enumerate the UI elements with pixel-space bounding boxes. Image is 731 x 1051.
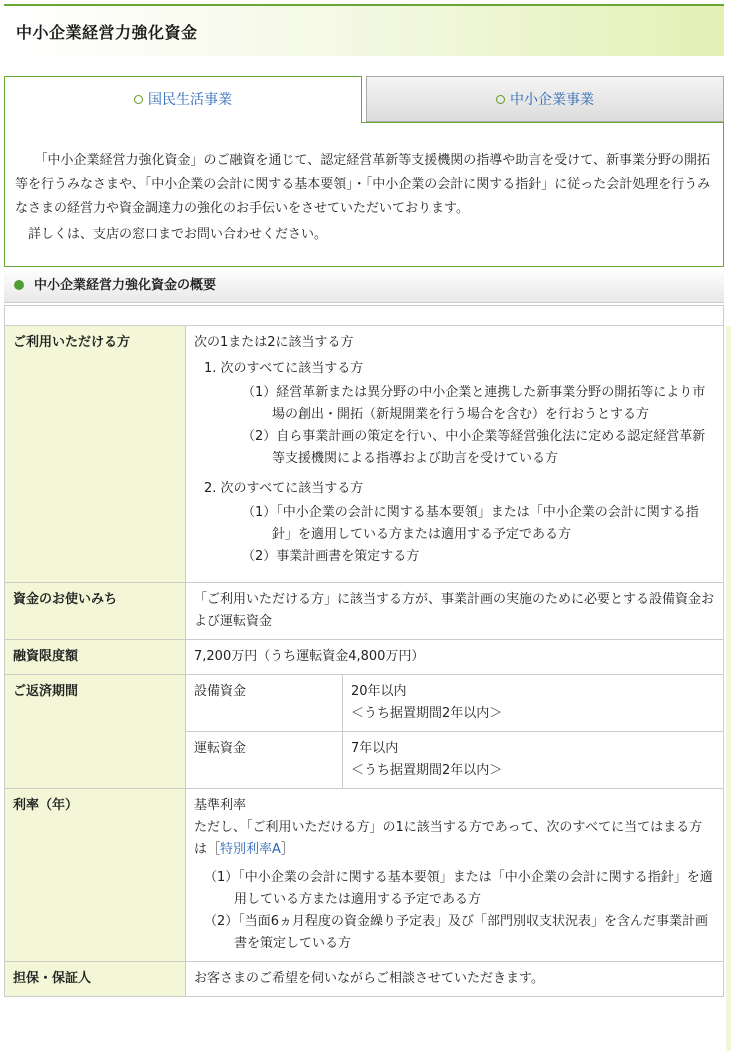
row-label: ご利用いただける方	[5, 326, 186, 583]
intro-panel	[4, 122, 724, 267]
row-label: 融資限度額	[5, 640, 186, 675]
rate-condition	[194, 817, 715, 861]
page-title-bar	[4, 4, 724, 56]
list-item: （2）事業計画書を策定する方	[242, 549, 420, 564]
row-label: 利率（年）	[5, 789, 186, 962]
list-item	[194, 358, 715, 470]
table-row	[5, 640, 724, 675]
row-value	[186, 326, 724, 583]
group-title: 2. 次のすべてに該当する方	[204, 481, 364, 496]
grace-period: ＜うち据置期間2年以内＞	[351, 763, 503, 778]
special-rate-a-link[interactable]: 特別利率A	[220, 842, 281, 857]
circle-arrow-icon	[134, 95, 143, 104]
tab-bar	[4, 76, 724, 122]
row-label: 担保・保証人	[5, 962, 186, 997]
group-items	[204, 502, 715, 568]
eligible-groups	[194, 358, 715, 568]
sub-label: 設備資金	[186, 675, 343, 732]
list-item	[194, 478, 715, 568]
row-value: 「ご利用いただける方」に該当する方が、事業計画の実施のために必要とする設備資金および運転資金	[186, 583, 724, 640]
list-item: （1）経営革新または異分野の中小企業と連携した新事業分野の開拓等により市場の創出・開拓（新規開業を行う場合を含む）を行おうとする方	[242, 385, 706, 422]
page-title: 中小企業経営力強化資金	[16, 23, 198, 42]
table-spacer	[4, 305, 724, 325]
row-value	[343, 675, 724, 732]
tab-label: 国民生活事業	[148, 92, 232, 108]
row-value	[343, 732, 724, 789]
section-heading	[4, 268, 724, 303]
row-value	[186, 789, 724, 962]
table-row	[5, 962, 724, 997]
tab-chusho-kigyo[interactable]	[366, 76, 724, 122]
circle-arrow-icon	[496, 95, 505, 104]
edge-strip	[726, 326, 731, 1051]
intro-paragraph: 「中小企業経営力強化資金」のご融資を通じて、認定経営革新等支援機関の指導や助言を受けて、新事業分野の開拓等を行うみなさまや、「中小企業の会計に関する基本要領」・「中小企業の会計に関する指針」に従った会計処理を行うみなさまの経営力や資金調達力の強化のお手伝いをさせていただいております。	[15, 153, 711, 216]
rate-conditions	[194, 867, 715, 955]
repayment-period: 7年以内	[351, 741, 399, 756]
table-row	[5, 675, 724, 732]
base-rate: 基準利率	[194, 798, 247, 813]
row-label: 資金のお使いみち	[5, 583, 186, 640]
table-row	[5, 326, 724, 583]
group-items	[204, 382, 715, 470]
overview-table	[4, 325, 724, 997]
row-label: ご返済期間	[5, 675, 186, 789]
list-item: （1）「中小企業の会計に関する基本要領」または「中小企業の会計に関する指針」を適用している方または適用する予定である方	[204, 870, 713, 907]
sub-label: 運転資金	[186, 732, 343, 789]
section-heading-text: 中小企業経営力強化資金の概要	[34, 278, 217, 293]
table-row	[5, 583, 724, 640]
repayment-period: 20年以内	[351, 684, 407, 699]
green-bullet-icon	[14, 280, 24, 290]
tab-label: 中小企業事業	[510, 92, 594, 108]
eligible-lead: 次の1または2に該当する方	[194, 335, 354, 350]
rate-condition-text: ただし、「ご利用いただける方」の1に該当する方であって、次のすべてに当てはまる方は［	[194, 820, 703, 857]
rate-condition-text: ］	[280, 842, 294, 857]
group-title: 1. 次のすべてに該当する方	[204, 361, 364, 376]
grace-period: ＜うち据置期間2年以内＞	[351, 706, 503, 721]
intro-paragraph: 詳しくは、支店の窓口までお問い合わせください。	[28, 227, 328, 242]
row-value: お客さまのご希望を伺いながらご相談させていただきます。	[186, 962, 724, 997]
list-item: （1）「中小企業の会計に関する基本要領」または「中小企業の会計に関する指針」を適用している方または適用する予定である方	[242, 505, 699, 542]
table-row	[5, 789, 724, 962]
list-item: （2）自ら事業計画の策定を行い、中小企業等経営強化法に定める認定経営革新等支援機関による指導および助言を受けている方	[242, 429, 706, 466]
row-value: 7,200万円（うち運転資金4,800万円）	[186, 640, 724, 675]
list-item: （2）「当面6ヵ月程度の資金繰り予定表」及び「部門別収支状況表」を含んだ事業計画書を策定している方	[204, 914, 709, 951]
tab-kokumin-seikatsu[interactable]	[4, 76, 362, 123]
